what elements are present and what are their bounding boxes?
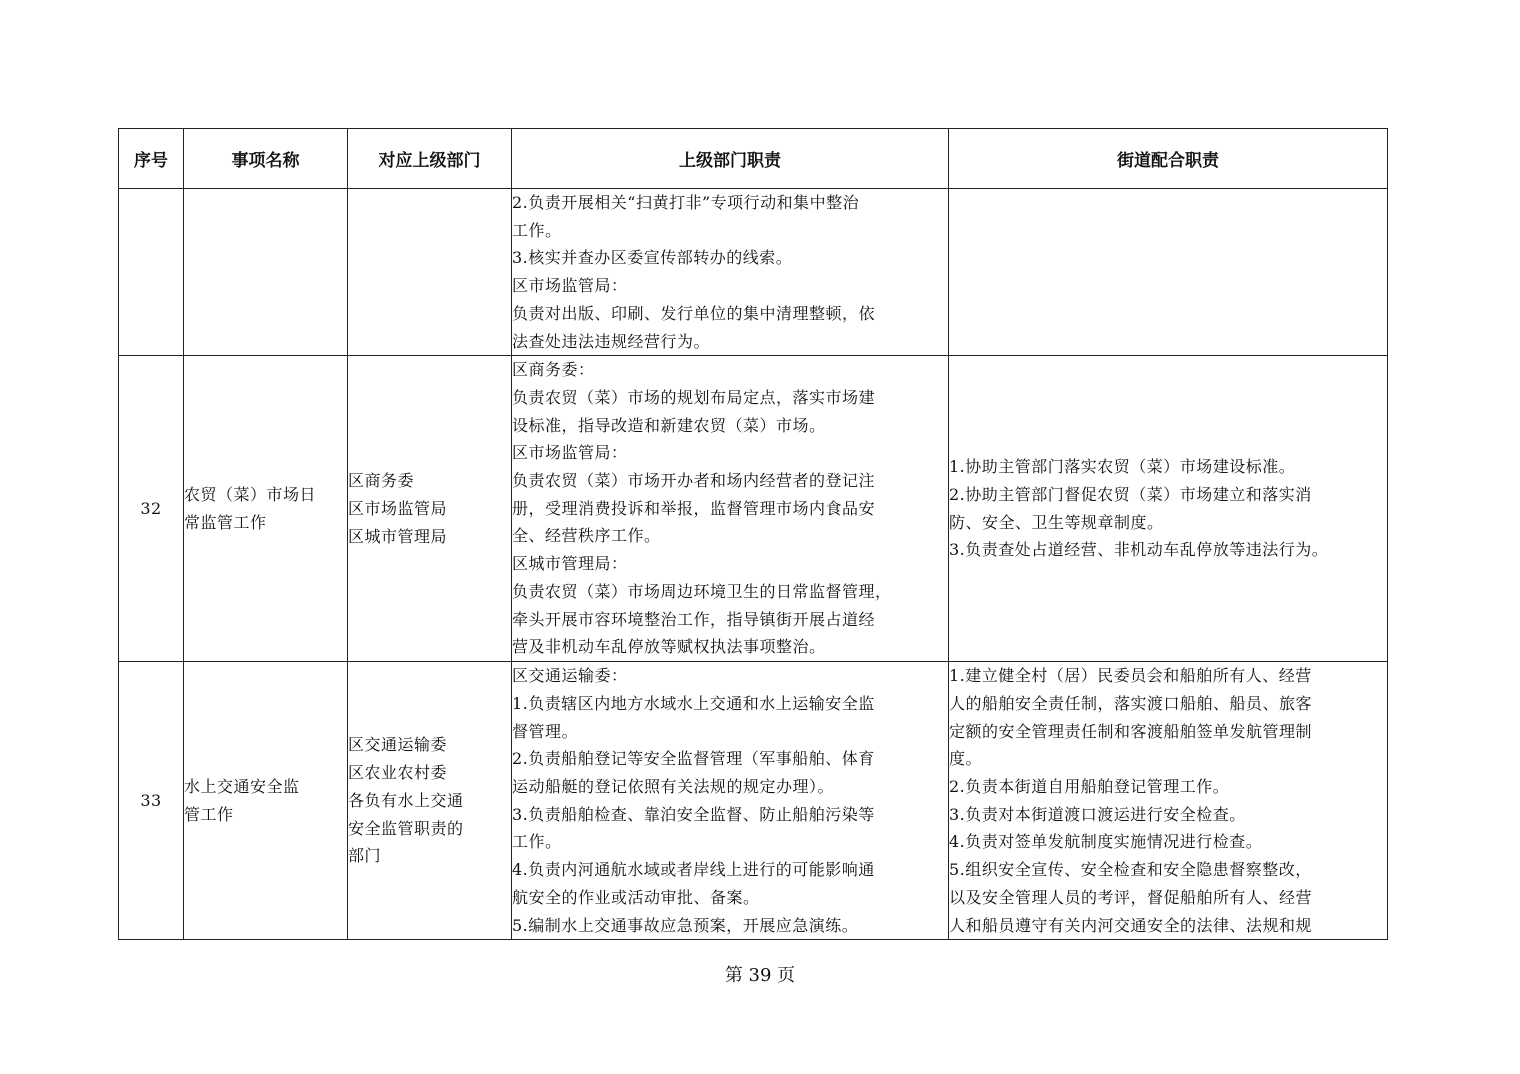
superior-depts xyxy=(348,662,512,940)
text-line: 区城市管理局： xyxy=(512,554,628,574)
text-line: 负责农贸（菜）市场的规划布局定点，落实市场建 xyxy=(512,387,876,407)
text-line: 3.负责查处占道经营、非机动车乱停放等违法行为。 xyxy=(949,540,1329,560)
header-serial: 序号 xyxy=(119,129,184,189)
text-line: 农贸（菜）市场日 xyxy=(184,485,317,505)
text-line: 区市场监管局： xyxy=(512,276,628,296)
text-line: 区交通运输委 xyxy=(348,735,448,755)
header-superior-duties: 上级部门职责 xyxy=(512,129,949,189)
superior-duties xyxy=(512,662,949,940)
item-name xyxy=(184,356,348,662)
text-line: 区交通运输委： xyxy=(512,666,628,686)
text-line: 人和船员遵守有关内河交通安全的法律、法规和规 xyxy=(949,915,1313,935)
text-line: 各负有水上交通 xyxy=(348,790,464,810)
table-row xyxy=(119,662,1388,940)
text-line: 2.负责本街道自用船舶登记管理工作。 xyxy=(949,777,1230,797)
text-line: 3.负责船舶检查、靠泊安全监督、防止船舶污染等 xyxy=(512,804,875,824)
text-line: 1.负责辖区内地方水域水上交通和水上运输安全监 xyxy=(512,693,875,713)
text-line: 4.负责内河通航水域或者岸线上进行的可能影响通 xyxy=(512,860,875,880)
text-line: 4.负责对签单发航制度实施情况进行检查。 xyxy=(949,832,1263,852)
text-line: 法查处违法违规经营行为。 xyxy=(512,331,711,351)
text-line: 部门 xyxy=(348,846,382,866)
text-line: 1.协助主管部门落实农贸（菜）市场建设标准。 xyxy=(949,457,1296,477)
text-line: 定额的安全管理责任制和客渡船舶签单发航管理制 xyxy=(949,721,1313,741)
superior-depts xyxy=(348,189,512,356)
row-number: 32 xyxy=(119,356,184,662)
street-duties xyxy=(949,189,1388,356)
text-line: 区市场监管局 xyxy=(348,498,448,518)
header-item-name: 事项名称 xyxy=(184,129,348,189)
text-line: 册，受理消费投诉和举报，监督管理市场内食品安 xyxy=(512,498,876,518)
text-line: 牵头开展市容环境整治工作，指导镇街开展占道经 xyxy=(512,609,876,629)
text-line: 2.负责开展相关“扫黄打非”专项行动和集中整治 xyxy=(512,193,860,212)
text-line: 常监管工作 xyxy=(184,512,267,532)
text-line: 区市场监管局： xyxy=(512,443,628,463)
text-line: 区商务委： xyxy=(512,360,595,380)
header-superior-dept: 对应上级部门 xyxy=(348,129,512,189)
text-line: 水上交通安全监 xyxy=(184,777,300,797)
text-line: 负责农贸（菜）市场开办者和场内经营者的登记注 xyxy=(512,471,876,491)
item-name xyxy=(184,662,348,940)
text-line: 人的船舶安全责任制，落实渡口船舶、船员、旅客 xyxy=(949,693,1313,713)
text-line: 1.建立健全村（居）民委员会和船舶所有人、经营 xyxy=(949,666,1312,686)
text-line: 负责对出版、印刷、发行单位的集中清理整顿，依 xyxy=(512,303,876,323)
text-line: 5.编制水上交通事故应急预案，开展应急演练。 xyxy=(512,915,859,935)
item-name xyxy=(184,189,348,356)
street-duties xyxy=(949,662,1388,940)
text-line: 航安全的作业或活动审批、备案。 xyxy=(512,887,760,907)
text-line: 5.组织安全宣传、安全检查和安全隐患督察整改， xyxy=(949,860,1312,880)
text-line: 负责农贸（菜）市场周边环境卫生的日常监督管理， xyxy=(512,581,892,601)
text-line: 3.负责对本街道渡口渡运进行安全检查。 xyxy=(949,804,1246,824)
text-line: 度。 xyxy=(949,749,983,769)
superior-duties xyxy=(512,189,949,356)
text-line: 营及非机动车乱停放等赋权执法事项整治。 xyxy=(512,637,826,657)
page-number: 第 39 页 xyxy=(724,965,796,986)
header-row xyxy=(119,129,1388,189)
text-line: 工作。 xyxy=(512,832,562,852)
table-row xyxy=(119,189,1388,356)
text-line: 设标准，指导改造和新建农贸（菜）市场。 xyxy=(512,415,826,435)
row-number xyxy=(119,189,184,356)
duties-table xyxy=(118,128,1388,940)
superior-duties xyxy=(512,356,949,662)
row-number: 33 xyxy=(119,662,184,940)
text-line: 全、经营秩序工作。 xyxy=(512,526,661,546)
text-line: 运动船艇的登记依照有关法规的规定办理）。 xyxy=(512,777,835,797)
text-line: 督管理。 xyxy=(512,721,579,741)
text-line: 防、安全、卫生等规章制度。 xyxy=(949,512,1164,532)
text-line: 区商务委 xyxy=(348,471,415,491)
text-line: 工作。 xyxy=(512,220,562,240)
text-line: 安全监管职责的 xyxy=(348,818,464,838)
text-line: 2.负责船舶登记等安全监督管理（军事船舶、体育 xyxy=(512,749,875,769)
text-line: 区农业农村委 xyxy=(348,763,448,783)
text-line: 2.协助主管部门督促农贸（菜）市场建立和落实消 xyxy=(949,485,1312,505)
header-street-duties: 街道配合职责 xyxy=(949,129,1388,189)
street-duties xyxy=(949,356,1388,662)
text-line: 管工作 xyxy=(184,804,234,824)
text-line: 以及安全管理人员的考评，督促船舶所有人、经营 xyxy=(949,887,1313,907)
text-line: 区城市管理局 xyxy=(348,526,448,546)
text-line: 3.核实并查办区委宣传部转办的线索。 xyxy=(512,248,793,268)
superior-depts xyxy=(348,356,512,662)
table-row xyxy=(119,356,1388,662)
